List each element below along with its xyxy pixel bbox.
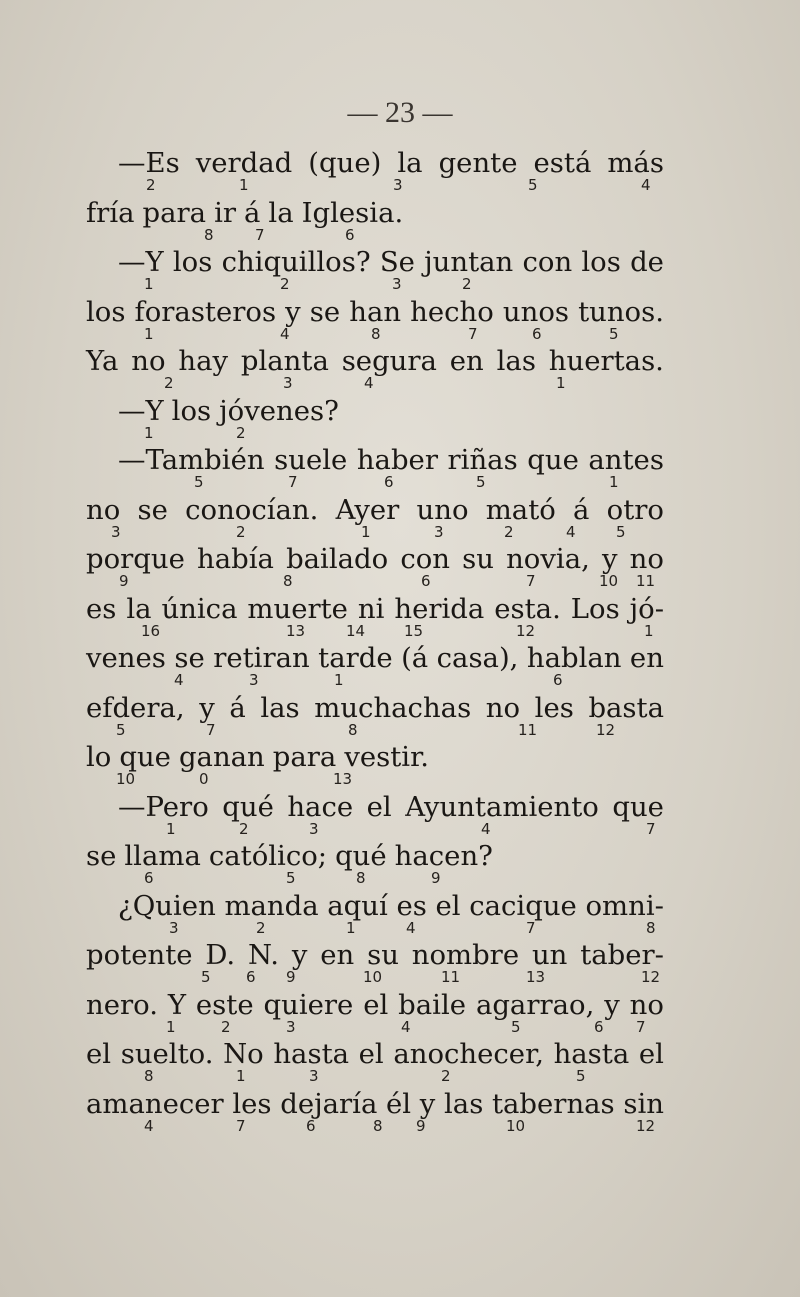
word-order-number: 3 (309, 1067, 319, 1085)
word: y (291, 939, 308, 971)
word-order-numbers (0, 275, 800, 293)
word-order-number: 1 (609, 473, 619, 491)
word-order-number: 5 (286, 869, 296, 887)
word: huertas. (548, 345, 664, 377)
word-order-numbers (0, 1067, 800, 1085)
word-order-number: 8 (283, 572, 293, 590)
word-order-number: 4 (280, 325, 290, 343)
word: segura (341, 345, 437, 377)
word: novia, (506, 543, 590, 575)
word: Ayuntamiento (405, 791, 599, 823)
word: se (86, 840, 117, 872)
page-number: — 23 — (347, 96, 453, 129)
text-line (86, 841, 664, 871)
word: (á (401, 642, 429, 674)
word: la (126, 593, 152, 625)
word-order-number: 8 (646, 919, 656, 937)
word-order-number: 8 (144, 1067, 154, 1085)
word: —Es (118, 147, 180, 179)
word: tunos. (578, 296, 664, 328)
word: un (531, 939, 568, 971)
word: hay (178, 345, 229, 377)
word: á (244, 197, 261, 229)
word: su (367, 939, 399, 971)
word: casa), (436, 642, 519, 674)
word: suele (274, 444, 348, 476)
word-order-number: 5 (476, 473, 486, 491)
text-line (86, 693, 664, 723)
word: su (462, 543, 494, 575)
word-order-number: 3 (393, 176, 403, 194)
word: les (534, 692, 574, 724)
word-order-number: 1 (334, 671, 344, 689)
word-order-number: 1 (644, 622, 654, 640)
word-order-number: 5 (609, 325, 619, 343)
word-order-number: 4 (566, 523, 576, 541)
text-line (118, 445, 664, 475)
word-order-numbers (0, 919, 800, 937)
word: porque (86, 543, 185, 575)
word: —También (118, 444, 265, 476)
word-order-number: 13 (286, 622, 306, 640)
word-order-number: 7 (526, 919, 536, 937)
word-order-numbers (0, 622, 800, 640)
word: y (604, 989, 620, 1021)
word: se (137, 494, 168, 526)
word: ¿Quien (118, 890, 216, 922)
word-order-number: 7 (646, 820, 656, 838)
text-line (86, 643, 664, 673)
word-order-number: 7 (468, 325, 478, 343)
word: está (533, 147, 592, 179)
text-line (86, 742, 664, 772)
word: D. (205, 939, 236, 971)
word: omni- (585, 890, 664, 922)
word-order-number: 10 (363, 968, 383, 986)
word: haber (356, 444, 438, 476)
word: ganan (178, 741, 265, 773)
word: para (272, 741, 337, 773)
word-order-number: 9 (416, 1117, 426, 1135)
word: no (131, 345, 166, 377)
word-order-number: 6 (594, 1018, 604, 1036)
word-order-number: 3 (392, 275, 402, 293)
text-line (86, 198, 664, 228)
word-order-number: 13 (526, 968, 546, 986)
word: hecho (410, 296, 494, 328)
word: á (573, 494, 590, 526)
word: herida (394, 593, 485, 625)
word: planta (240, 345, 329, 377)
word: el (363, 989, 389, 1021)
word: —Y (118, 246, 164, 278)
word: potente (86, 939, 193, 971)
word-order-number: 6 (246, 968, 256, 986)
word: el (435, 890, 461, 922)
word-order-number: 1 (144, 325, 154, 343)
word: católico; (208, 840, 328, 872)
word-order-number: 10 (506, 1117, 526, 1135)
word-order-number: 12 (516, 622, 536, 640)
text-line (86, 990, 664, 1020)
word-order-number: 3 (169, 919, 179, 937)
word-order-number: 2 (236, 424, 246, 442)
word-order-numbers (0, 1018, 800, 1036)
word-order-number: 12 (641, 968, 661, 986)
word: verdad (195, 147, 293, 179)
word-order-number: 6 (345, 226, 355, 244)
word: Los (570, 593, 620, 625)
word-order-number: 2 (504, 523, 514, 541)
word-order-numbers (0, 176, 800, 194)
word: hasta (273, 1038, 350, 1070)
word: No (223, 1038, 264, 1070)
word-order-number: 1 (361, 523, 371, 541)
word: cacique (469, 890, 577, 922)
word-order-number: 8 (356, 869, 366, 887)
word: no (629, 989, 664, 1021)
word: Y (167, 989, 186, 1021)
word: en (449, 345, 484, 377)
word-order-number: 6 (532, 325, 542, 343)
word: no (485, 692, 521, 724)
word-order-number: 4 (174, 671, 184, 689)
word: (que) (308, 147, 382, 179)
text-line (86, 495, 664, 525)
word: ir (214, 197, 237, 229)
word: —Y (118, 395, 164, 427)
word: que (527, 444, 579, 476)
text-line (86, 940, 664, 970)
word-order-number: 1 (166, 820, 176, 838)
text-line (86, 297, 664, 327)
word: jó- (629, 593, 664, 625)
word-order-number: 4 (481, 820, 491, 838)
word-order-number: 10 (116, 770, 136, 788)
word: aquí (327, 890, 388, 922)
word: ni (357, 593, 385, 625)
word: las (496, 345, 536, 377)
word: este (195, 989, 254, 1021)
word: hasta (553, 1038, 630, 1070)
word: la (268, 197, 294, 229)
word: nombre (411, 939, 520, 971)
word: hacen? (394, 840, 493, 872)
word-order-number: 2 (146, 176, 156, 194)
word: se (174, 642, 205, 674)
word: que (612, 791, 664, 823)
word: para (142, 197, 207, 229)
word-order-number: 0 (199, 770, 209, 788)
word-order-number: 3 (283, 374, 293, 392)
word: baile (398, 989, 467, 1021)
word: las (444, 1088, 484, 1120)
text-line (86, 594, 664, 624)
word-order-numbers (0, 820, 800, 838)
word: Iglesia. (301, 197, 404, 229)
word: chiquillos? (221, 246, 371, 278)
word: amanecer (86, 1088, 224, 1120)
text-line (118, 396, 664, 426)
word-order-number: 1 (346, 919, 356, 937)
text-line (118, 148, 664, 178)
word: dejaría (280, 1088, 378, 1120)
word-order-number: 4 (144, 1117, 154, 1135)
word-order-number: 3 (309, 820, 319, 838)
word: bailado (286, 543, 389, 575)
text-line (86, 544, 664, 574)
word-order-number: 6 (384, 473, 394, 491)
word: la (397, 147, 423, 179)
word: han (349, 296, 402, 328)
word: muchachas (314, 692, 472, 724)
word: antes (588, 444, 664, 476)
word-order-numbers (0, 770, 800, 788)
word-order-number: 4 (406, 919, 416, 937)
word-order-number: 2 (236, 523, 246, 541)
word: retiran (213, 642, 310, 674)
word-order-numbers (0, 721, 800, 739)
word-order-number: 12 (596, 721, 616, 739)
word: gente (438, 147, 518, 179)
word-order-number: 7 (288, 473, 298, 491)
word: y (601, 543, 618, 575)
word: se (309, 296, 341, 328)
word-order-number: 5 (116, 721, 126, 739)
word-order-number: 8 (371, 325, 381, 343)
word: N. (248, 939, 280, 971)
word: qué (222, 791, 274, 823)
word: las (260, 692, 300, 724)
word-order-number: 12 (636, 1117, 656, 1135)
word: y (285, 296, 301, 328)
word-order-number: 6 (144, 869, 154, 887)
word-order-number: 11 (636, 572, 656, 590)
word-order-number: 2 (164, 374, 174, 392)
word: no (86, 494, 121, 526)
word-order-number: 6 (421, 572, 431, 590)
word: esta. (494, 593, 561, 625)
word: mató (485, 494, 556, 526)
word-order-number: 15 (404, 622, 424, 640)
word: forasteros (134, 296, 277, 328)
word: venes (86, 642, 166, 674)
word: Se (379, 246, 415, 278)
word-order-number: 1 (166, 1018, 176, 1036)
word-order-number: 2 (239, 820, 249, 838)
word-order-number: 1 (144, 424, 154, 442)
word-order-number: 5 (528, 176, 538, 194)
word: sin (623, 1088, 664, 1120)
text-line (86, 346, 664, 376)
word: qué (335, 840, 387, 872)
word-order-number: 5 (201, 968, 211, 986)
word-order-numbers (0, 1117, 800, 1135)
word-order-number: 7 (636, 1018, 646, 1036)
word: el (366, 791, 392, 823)
word: tabernas (491, 1088, 615, 1120)
word-order-number: 4 (641, 176, 651, 194)
word-order-numbers (0, 572, 800, 590)
word: otro (606, 494, 664, 526)
word-order-number: 1 (556, 374, 566, 392)
text-line (86, 1089, 664, 1119)
word-order-number: 2 (256, 919, 266, 937)
word-order-number: 9 (431, 869, 441, 887)
word-order-number: 9 (119, 572, 129, 590)
word: más (607, 147, 664, 179)
word: el (638, 1038, 664, 1070)
word: jóvenes? (219, 395, 339, 427)
word: suelto. (120, 1038, 214, 1070)
word: y (199, 692, 215, 724)
word-order-number: 14 (346, 622, 366, 640)
word: juntan (424, 246, 514, 278)
word: les (232, 1088, 272, 1120)
word: hace (287, 791, 354, 823)
word: uno (416, 494, 469, 526)
word-order-numbers (0, 325, 800, 343)
text-line (118, 792, 664, 822)
word-order-number: 1 (236, 1067, 246, 1085)
word: riñas (447, 444, 518, 476)
word: el (358, 1038, 384, 1070)
word: unos (502, 296, 569, 328)
word: había (197, 543, 274, 575)
word: llama (124, 840, 201, 872)
word: nero. (86, 989, 158, 1021)
text-line (86, 1039, 664, 1069)
word: muerte (247, 593, 348, 625)
word: á (229, 692, 246, 724)
word-order-number: 8 (204, 226, 214, 244)
word: anochecer, (393, 1038, 544, 1070)
word: Ayer (335, 494, 400, 526)
word: los (171, 395, 212, 427)
word: fría (86, 197, 135, 229)
word: conocían. (185, 494, 319, 526)
word-order-numbers (0, 523, 800, 541)
word-order-numbers (0, 424, 800, 442)
word-order-number: 7 (255, 226, 265, 244)
word: en (320, 939, 355, 971)
word: y (419, 1088, 436, 1120)
word-order-number: 11 (441, 968, 461, 986)
word: vestir. (344, 741, 429, 773)
word-order-number: 9 (286, 968, 296, 986)
word-order-number: 4 (364, 374, 374, 392)
word-order-numbers (0, 226, 800, 244)
word: tarde (318, 642, 393, 674)
word: el (86, 1038, 112, 1070)
word-order-numbers (0, 374, 800, 392)
word-order-number: 3 (111, 523, 121, 541)
word: Ya (86, 345, 119, 377)
word: con (400, 543, 451, 575)
word-order-number: 7 (206, 721, 216, 739)
word: los (86, 296, 126, 328)
word: es (86, 593, 117, 625)
word-order-numbers (0, 473, 800, 491)
word-order-numbers (0, 968, 800, 986)
word-order-number: 3 (249, 671, 259, 689)
word: agarrao, (475, 989, 595, 1021)
word-order-number: 11 (518, 721, 538, 739)
word-order-number: 16 (141, 622, 161, 640)
word: los (172, 246, 213, 278)
word-order-number: 13 (333, 770, 353, 788)
word: en (629, 642, 664, 674)
word-order-number: 1 (239, 176, 249, 194)
word: manda (224, 890, 319, 922)
word-order-number: 5 (511, 1018, 521, 1036)
word-order-number: 4 (401, 1018, 411, 1036)
word: es (396, 890, 427, 922)
word: basta (588, 692, 664, 724)
word-order-number: 7 (526, 572, 536, 590)
word: que (119, 741, 171, 773)
word-order-number: 10 (599, 572, 619, 590)
word-order-number: 5 (194, 473, 204, 491)
word-order-number: 1 (144, 275, 154, 293)
text-line (118, 891, 664, 921)
word: —Pero (118, 791, 209, 823)
word-order-numbers (0, 869, 800, 887)
word: de (630, 246, 664, 278)
word-order-number: 5 (616, 523, 626, 541)
word: lo (86, 741, 112, 773)
word: él (386, 1088, 412, 1120)
word-order-number: 2 (221, 1018, 231, 1036)
word-order-number: 6 (306, 1117, 316, 1135)
word-order-number: 2 (462, 275, 472, 293)
word: hablan (526, 642, 622, 674)
word-order-number: 3 (286, 1018, 296, 1036)
word-order-numbers (0, 671, 800, 689)
word-order-number: 6 (553, 671, 563, 689)
word: no (629, 543, 664, 575)
word: los (581, 246, 621, 278)
text-line (118, 247, 664, 277)
word-order-number: 2 (280, 275, 290, 293)
word-order-number: 7 (236, 1117, 246, 1135)
word: con (522, 246, 573, 278)
word-order-number: 5 (576, 1067, 586, 1085)
word: única (161, 593, 238, 625)
word: efdera, (86, 692, 185, 724)
word-order-number: 8 (373, 1117, 383, 1135)
word: taber- (580, 939, 664, 971)
word-order-number: 8 (348, 721, 358, 739)
word-order-number: 2 (441, 1067, 451, 1085)
word: quiere (263, 989, 354, 1021)
word-order-number: 3 (434, 523, 444, 541)
